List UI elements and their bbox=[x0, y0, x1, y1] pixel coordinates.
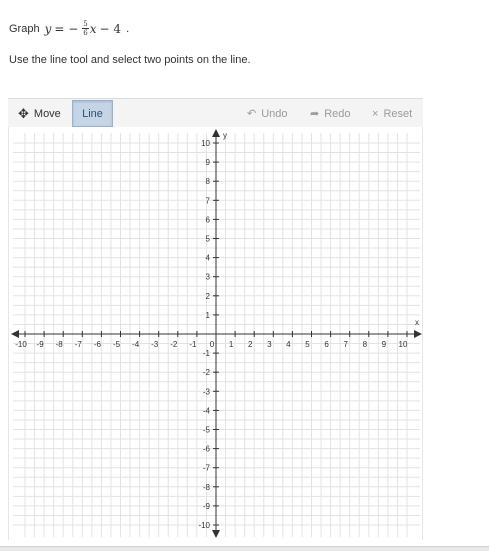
x-tick-label: 4 bbox=[286, 340, 291, 349]
y-tick-label: 3 bbox=[205, 272, 210, 282]
y-tick-label: -3 bbox=[202, 387, 210, 397]
equation-equals-minus: = − bbox=[54, 21, 79, 36]
equation-constant: − 4 bbox=[99, 21, 122, 36]
move-cross-arrows-icon: ✥ bbox=[18, 105, 29, 121]
graph-toolbar bbox=[8, 98, 423, 127]
y-tick-label: 9 bbox=[205, 158, 210, 168]
close-x-icon: × bbox=[372, 107, 379, 120]
fraction-denominator: 6 bbox=[83, 29, 88, 37]
x-tick-label: 0 bbox=[209, 340, 215, 349]
x-tick-label: -7 bbox=[74, 340, 82, 349]
y-tick-label: -5 bbox=[202, 425, 210, 435]
x-axis-label: x bbox=[415, 318, 419, 327]
fraction-numerator: 5 bbox=[83, 20, 88, 28]
line-button-label: Line bbox=[82, 107, 103, 120]
x-tick-label: 3 bbox=[267, 340, 272, 349]
y-tick-label: 4 bbox=[205, 253, 210, 263]
problem-prompt bbox=[9, 20, 129, 37]
x-tick-label: -8 bbox=[55, 340, 63, 349]
x-tick-label: -1 bbox=[189, 340, 197, 349]
x-tick-label: -5 bbox=[112, 340, 121, 349]
x-axis-arrow-left-icon bbox=[11, 330, 19, 338]
y-tick-label: -6 bbox=[202, 444, 210, 454]
x-tick-label: -6 bbox=[93, 340, 101, 349]
y-tick-label: 6 bbox=[205, 215, 210, 225]
y-tick-label: 7 bbox=[205, 196, 210, 206]
x-tick-label: 9 bbox=[381, 340, 387, 349]
reset-button-label: Reset bbox=[383, 107, 413, 120]
y-tick-label: 1 bbox=[205, 310, 210, 320]
x-tick-label: -2 bbox=[170, 340, 178, 349]
line-tool-button[interactable] bbox=[72, 100, 113, 127]
y-tick-label: 5 bbox=[205, 234, 210, 244]
x-tick-label: -4 bbox=[132, 340, 140, 349]
x-tick-label: 8 bbox=[362, 340, 368, 349]
prompt-lead-text: Graph bbox=[9, 22, 40, 35]
x-tick-label: 10 bbox=[398, 340, 408, 349]
x-tick-label: 7 bbox=[343, 340, 348, 349]
equation-y: y bbox=[44, 21, 52, 36]
y-tick-label: -7 bbox=[202, 463, 210, 473]
y-tick-label: -10 bbox=[198, 521, 210, 530]
equation bbox=[45, 20, 124, 37]
y-tick-label: -1 bbox=[202, 349, 210, 359]
reset-button[interactable] bbox=[372, 100, 412, 127]
y-tick-label: 10 bbox=[201, 139, 210, 148]
y-axis-arrow-down-icon bbox=[212, 530, 220, 538]
instruction-text: Use the line tool and select two points on the line. bbox=[9, 54, 251, 66]
bottom-divider bbox=[0, 546, 489, 551]
y-tick-label: 8 bbox=[205, 177, 210, 187]
y-tick-label: 2 bbox=[205, 291, 210, 301]
x-tick-label: 6 bbox=[324, 340, 329, 349]
redo-button[interactable] bbox=[310, 100, 351, 127]
undo-button[interactable] bbox=[247, 100, 288, 127]
x-tick-label: -10 bbox=[15, 340, 27, 349]
y-axis-label: y bbox=[223, 131, 227, 140]
x-tick-label: -3 bbox=[151, 340, 159, 349]
equation-x: x bbox=[89, 21, 97, 36]
move-button-label: Move bbox=[33, 107, 61, 120]
y-tick-label: -4 bbox=[202, 406, 210, 416]
x-tick-label: -9 bbox=[36, 340, 44, 349]
x-tick-label: 1 bbox=[228, 340, 234, 349]
move-button[interactable] bbox=[12, 100, 67, 127]
y-tick-label: -2 bbox=[202, 368, 210, 378]
x-tick-label: 2 bbox=[247, 340, 253, 349]
redo-button-label: Redo bbox=[324, 107, 351, 120]
y-tick-label: -9 bbox=[202, 501, 210, 511]
y-tick-label: -8 bbox=[202, 482, 210, 492]
undo-arrow-icon: ↶ bbox=[247, 108, 257, 120]
equation-fraction bbox=[82, 20, 88, 37]
x-tick-label: 5 bbox=[305, 340, 310, 349]
undo-button-label: Undo bbox=[261, 107, 288, 120]
prompt-period: . bbox=[126, 22, 130, 35]
x-axis-arrow-right-icon bbox=[414, 330, 422, 338]
graph-area[interactable] bbox=[8, 127, 423, 540]
coordinate-plane[interactable] bbox=[9, 127, 424, 540]
y-axis-arrow-up-icon bbox=[212, 129, 220, 137]
redo-arrow-icon: ➦ bbox=[310, 108, 320, 120]
